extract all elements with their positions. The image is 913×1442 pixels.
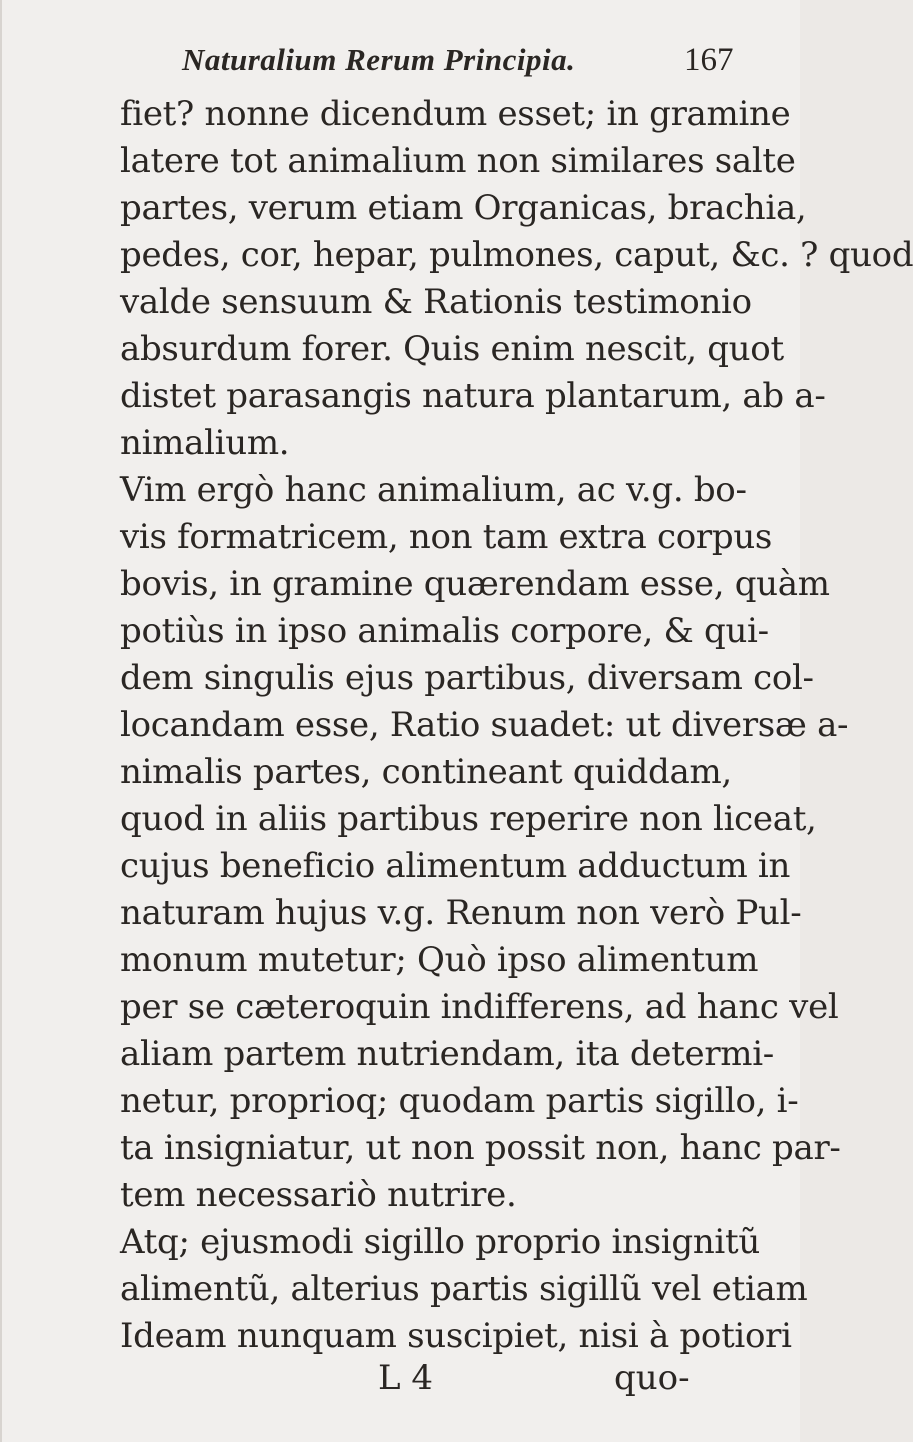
signature-mark: L 4 [378,1358,434,1398]
text-line: pedes, cor, hepar, pulmones, caput, &c. ? quod [120,235,913,275]
text-line: locandam esse, Ratio suadet: ut diversæ a- [120,705,849,745]
text-line: Vim ergò hanc animalium, ac v.g. bo- [120,470,747,510]
body-text [0,86,913,1406]
text-line: monum mutetur; Quò ipso alimentum [120,940,759,980]
text-line: fiet? nonne dicendum esset; in gramine [120,94,791,134]
text-line: valde sensuum & Rationis testimonio [120,282,752,322]
catchword: quo- [614,1358,690,1398]
text-line: vis formatricem, non tam extra corpus [120,517,773,557]
text-line: netur, proprioq; quodam partis sigillo, i- [120,1081,799,1121]
text-line: potiùs in ipso animalis corpore, & qui- [120,611,769,651]
page-number: 167 [684,42,734,78]
text-line: naturam hujus v.g. Renum non verò Pul- [120,893,802,933]
text-line: aliam partem nutriendam, ita determi- [120,1034,774,1074]
text-line: bovis, in gramine quærendam esse, quàm [120,564,830,604]
text-line: Ideam nunquam suscipiet, nisi à potiori [120,1316,792,1356]
text-line: ta insigniatur, ut non possit non, hanc par- [120,1128,841,1168]
text-line: nimalis partes, contineant quiddam, [120,752,732,792]
text-line: distet parasangis natura plantarum, ab a- [120,376,826,416]
text-line: Atq; ejusmodi sigillo proprio insignitũ [120,1222,760,1262]
page-header [0,42,800,92]
text-line: tem necessariò nutrire. [120,1175,517,1215]
text-line: partes, verum etiam Organicas, brachia, [120,188,807,228]
text-line: latere tot animalium non similares salte [120,141,796,181]
text-line: alimentũ, alterius partis sigillũ vel etiam [120,1269,808,1309]
text-line: quod in aliis partibus reperire non liceat, [120,799,817,839]
text-line: nimalium. [120,423,290,463]
text-line: per se cæteroquin indifferens, ad hanc vel [120,987,839,1027]
page-footer [0,1350,800,1406]
text-line: cujus beneficio alimentum adductum in [120,846,791,886]
text-line: dem singulis ejus partibus, diversam col- [120,658,814,698]
running-title: Naturalium Rerum Principia. [182,42,576,77]
text-line: absurdum forer. Quis enim nescit, quot [120,329,784,369]
